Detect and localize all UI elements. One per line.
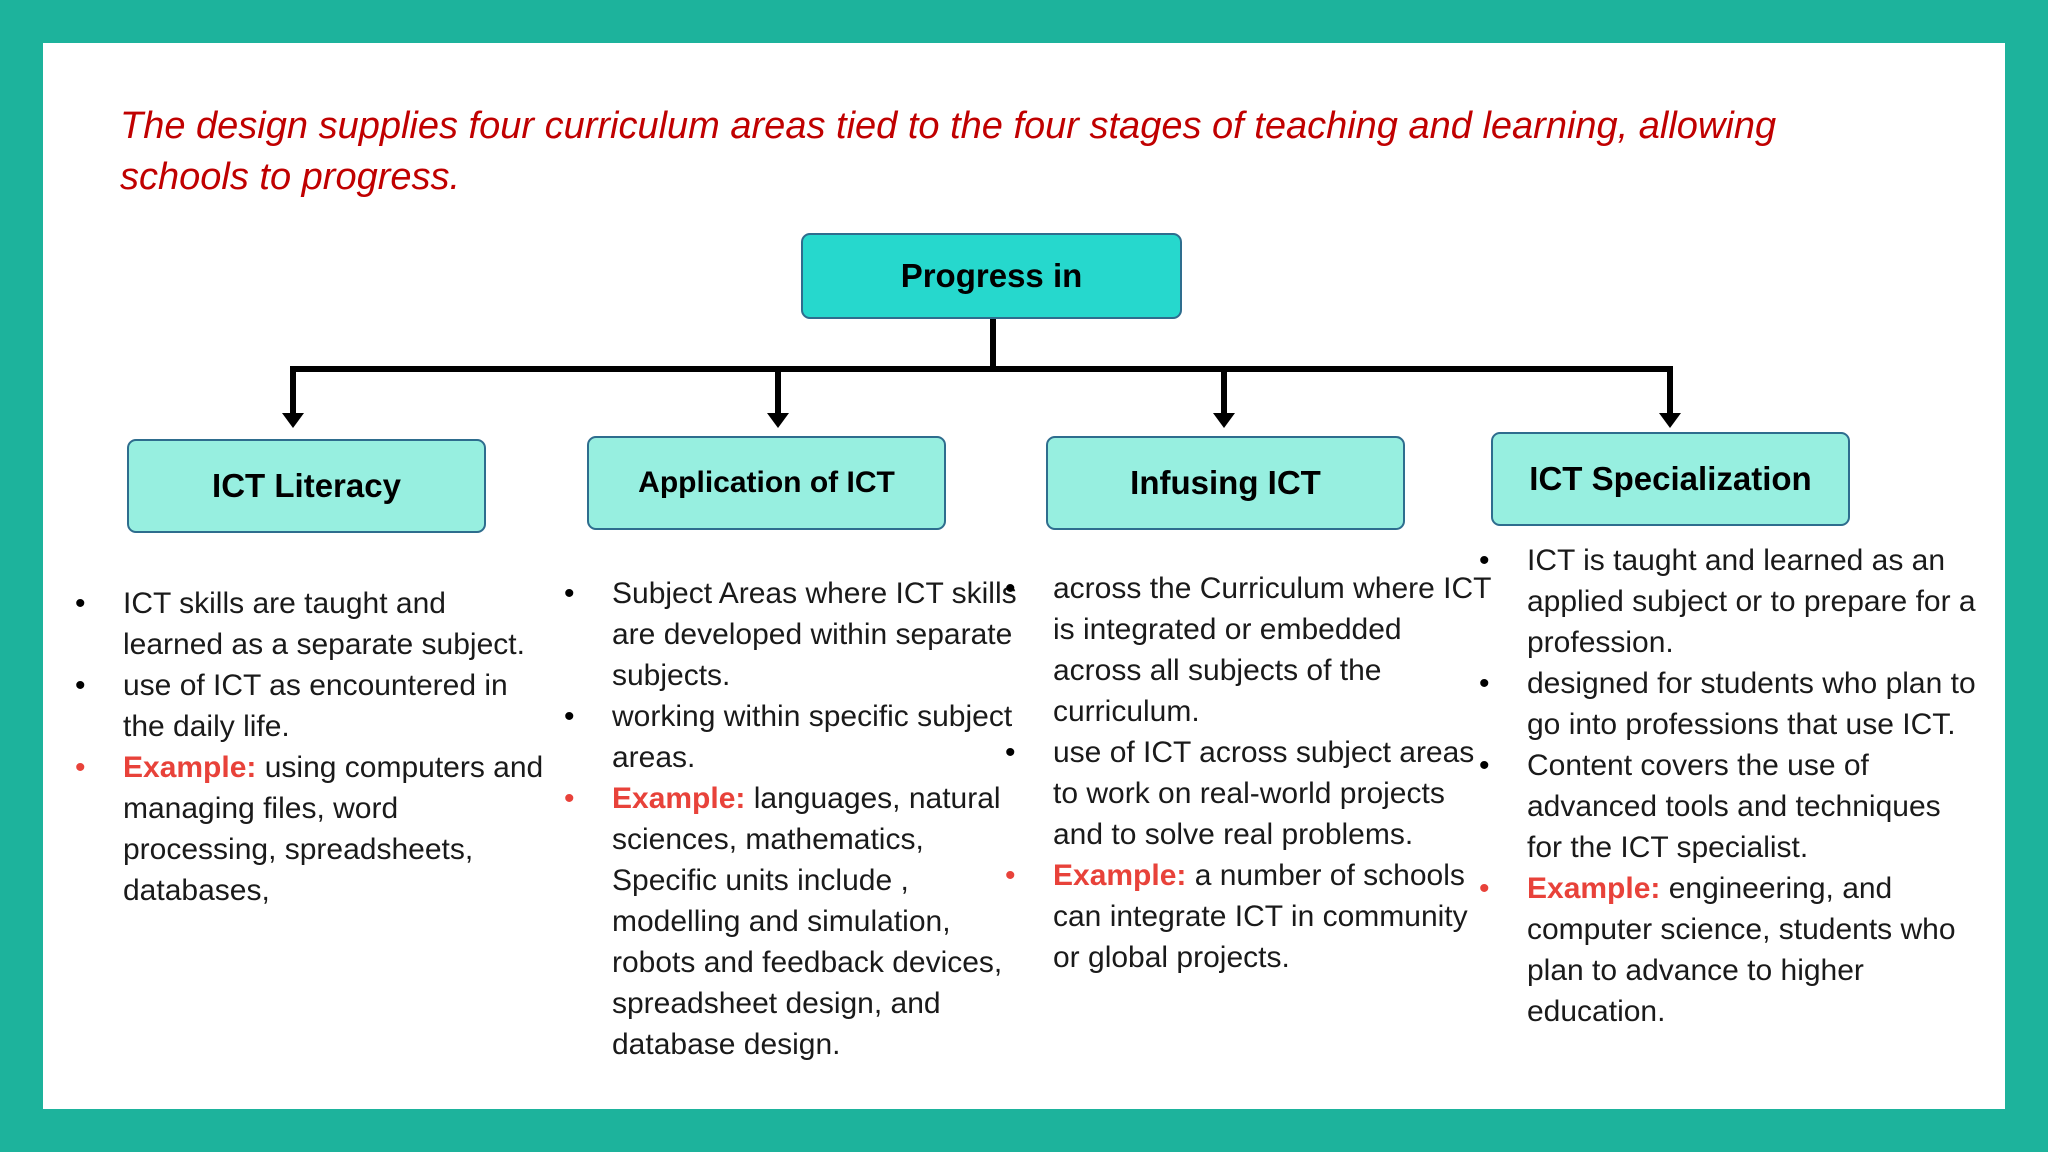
- column-ict-specialization: [1479, 540, 1979, 1032]
- example-label: Example:: [1053, 859, 1187, 892]
- node-ict-literacy: [127, 439, 486, 533]
- slide: [43, 43, 2005, 1109]
- example-label: Example:: [1527, 872, 1661, 905]
- example-text: languages, natural sciences, mathematics, Specific units include , modelling and simulation, robots and feedback devices, spreadsheet design, and database design.: [612, 782, 1003, 1061]
- arrowhead-4: [1659, 413, 1681, 428]
- arrowhead-2: [767, 413, 789, 428]
- bullet-item: • use of ICT as encountered in the daily life.: [75, 665, 545, 747]
- root-node: [801, 233, 1182, 319]
- example-text: a number of schools can integrate ICT in community or global projects.: [1053, 859, 1468, 974]
- slide-title: The design supplies four curriculum areas tied to the four stages of teaching and learning, allowing schools to progress.: [120, 105, 1777, 198]
- example-label: Example:: [612, 782, 746, 815]
- example-item: [564, 778, 1034, 1065]
- column-ict-literacy: [75, 583, 545, 911]
- bullet-item: • Content covers the use of advanced tools and techniques for the ICT specialist.: [1479, 745, 1979, 868]
- bullet-item: • use of ICT across subject areas to work on real-world projects and to solve real problems.: [1005, 732, 1495, 855]
- bullet-item: • ICT is taught and learned as an applied subject or to prepare for a profession.: [1479, 540, 1979, 663]
- example-text: engineering, and computer science, students who plan to advance to higher education.: [1527, 872, 1956, 1028]
- bullet-item: • across the Curriculum where ICT is integrated or embedded across all subjects of the curriculum.: [1005, 568, 1495, 732]
- example-item: [1005, 855, 1495, 978]
- node-label: ICT Specialization: [1529, 460, 1812, 497]
- arrowhead-3: [1213, 413, 1235, 428]
- example-label: Example:: [123, 751, 257, 784]
- column-infusing-ict: [1005, 568, 1495, 978]
- node-infusing-ict: [1046, 436, 1405, 530]
- example-item: [75, 747, 545, 911]
- root-node-label: Progress in: [900, 257, 1083, 294]
- bullet-item: • Subject Areas where ICT skills are developed within separate subjects.: [564, 573, 1034, 696]
- node-label: Infusing ICT: [1130, 464, 1321, 501]
- example-text: using computers and managing files, word processing, spreadsheets, databases,: [123, 751, 544, 907]
- bullet-item: • working within specific subject areas.: [564, 696, 1034, 778]
- node-label: Application of ICT: [638, 466, 895, 499]
- example-item: [1479, 868, 1979, 1032]
- node-ict-specialization: [1491, 432, 1850, 526]
- node-label: ICT Literacy: [212, 467, 401, 504]
- node-application-of-ict: [587, 436, 946, 530]
- bullet-item: • designed for students who plan to go into professions that use ICT.: [1479, 663, 1979, 745]
- column-application-of-ict: [564, 573, 1034, 1065]
- bullet-item: • ICT skills are taught and learned as a separate subject.: [75, 583, 545, 665]
- arrowhead-1: [282, 413, 304, 428]
